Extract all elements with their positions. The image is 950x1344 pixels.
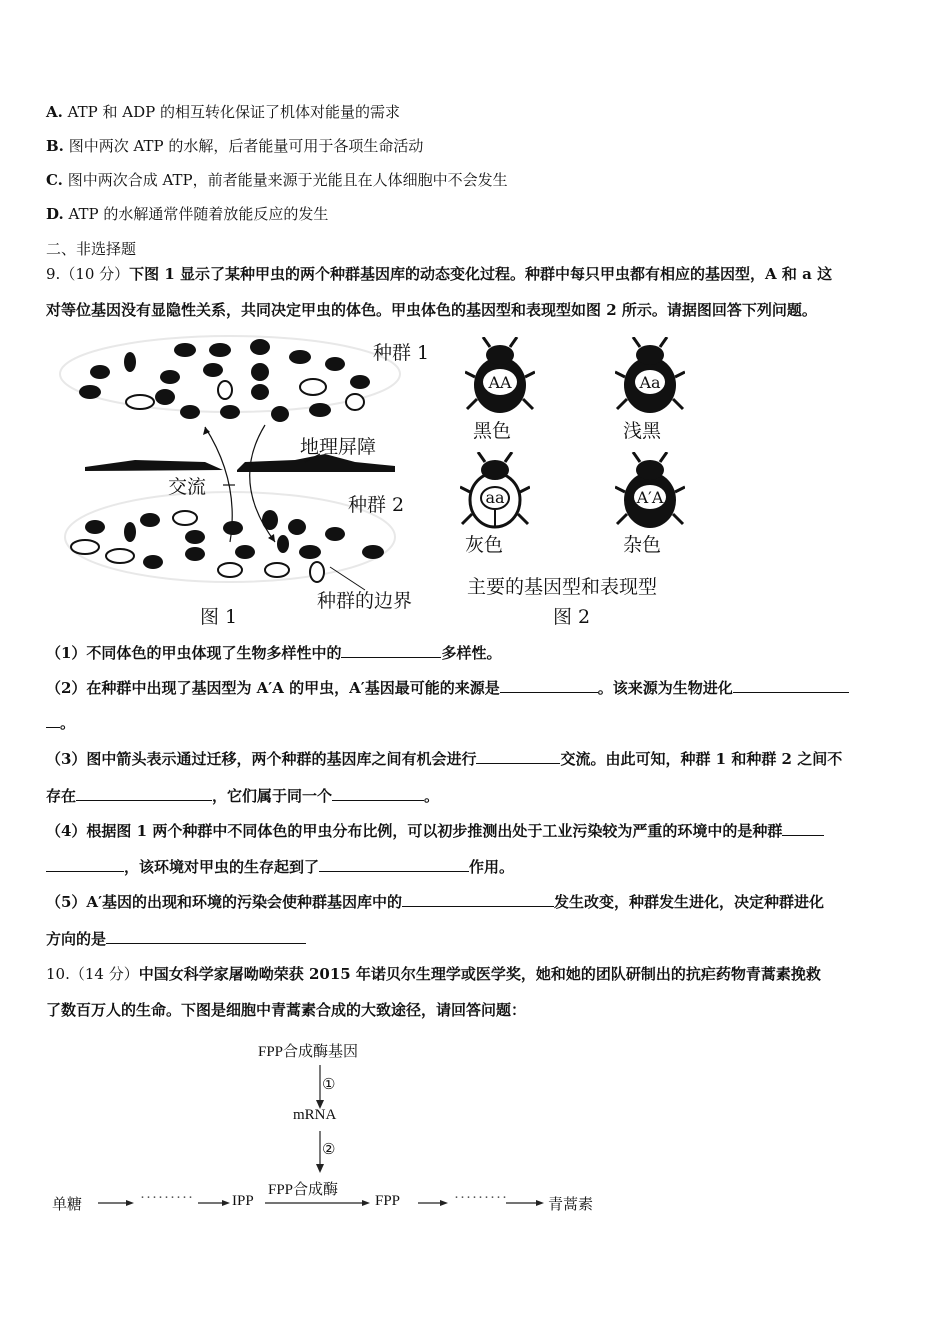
label-fpp: FPP — [375, 1193, 401, 1209]
ellipsis-dots-1: ········· — [140, 1190, 194, 1206]
q9-stem-line2: 对等位基因没有显隐性关系，共同决定甲虫的体色。甲虫体色的基因型和表现型如图 2 所示。请据图回答下列问题。 — [46, 301, 817, 319]
phenotype-gray: 灰色 — [465, 534, 504, 556]
answer-blank[interactable] — [46, 857, 124, 872]
label-geographic-barrier: 地理屏障 — [300, 436, 377, 458]
q9-sub4-cont: ，该环境对甲虫的生存起到了 作用。 — [46, 857, 514, 877]
label-mrna: mRNA — [293, 1107, 337, 1123]
label-fpp-synthase: FPP合成酶 — [268, 1182, 339, 1198]
q9-sub5: （5）A′基因的出现和环境的污染会使种群基因库中的 发生改变，种群发生进化，决定种群进化 — [46, 893, 825, 911]
answer-blank[interactable] — [733, 678, 849, 693]
answer-blank[interactable] — [46, 713, 60, 728]
q10-stem-line2: 了数百万人的生命。下图是细胞中青蒿素合成的大致途径，请回答问题： — [46, 1001, 527, 1019]
genotype-a-prime-a: A′A — [636, 488, 664, 507]
option-b: B. 图中两次 ATP 的水解，后者能量可用于各项生命活动 — [46, 137, 424, 155]
figure-1 — [55, 332, 455, 627]
genotype-aa-mixed: Aa — [639, 373, 661, 392]
population-diagram — [55, 332, 455, 627]
option-d: D. ATP 的水解通常伴随着放能反应的发生 — [46, 205, 329, 223]
q9-sub4: （4）根据图 1 两个种群中不同体色的甲虫分布比例，可以初步推测出处于工业污染较为严重的环境中的是种群 — [46, 821, 824, 841]
figure-2-caption: 图 2 — [553, 606, 591, 628]
answer-blank[interactable] — [76, 786, 212, 801]
ellipsis-dots-2: ········· — [454, 1190, 508, 1206]
step-2-label: ② — [322, 1142, 336, 1158]
figure-1-caption: 图 1 — [200, 606, 238, 628]
q9-sub3: （3）图中箭头表示通过迁移，两个种群的基因库之间有机会进行 交流。由此可知，种群 1 和种群 2 之间不 — [46, 750, 843, 768]
horizontal-arrows — [40, 1193, 620, 1213]
artemisinin-pathway-diagram — [40, 1035, 620, 1225]
answer-blank[interactable] — [402, 892, 554, 907]
q9-stem-line1: 9.（10 分）下图 1 显示了某种甲虫的两个种群基因库的动态变化过程。种群中每只甲虫都有相应的基因型，A 和 a 这 — [46, 265, 833, 283]
phenotype-black: 黑色 — [473, 420, 512, 442]
q9-sub1: （1）不同体色的甲虫体现了生物多样性中的 多样性。 — [46, 644, 502, 662]
option-a: A. ATP 和 ADP 的相互转化保证了机体对能量的需求 — [46, 103, 401, 121]
answer-blank[interactable] — [332, 786, 424, 801]
label-population-boundary: 种群的边界 — [317, 590, 413, 612]
figure-2-subtitle: 主要的基因型和表现型 — [467, 576, 658, 598]
figure-2 — [455, 332, 715, 627]
label-fpp-synthase-gene: FPP合成酶基因 — [258, 1044, 359, 1060]
phenotype-variegated: 杂色 — [623, 534, 662, 556]
label-monosaccharide: 单糖 — [52, 1197, 83, 1213]
q9-sub5-cont: 方向的是 — [46, 929, 306, 949]
q9-sub2-cont: 。 — [46, 713, 75, 733]
section-title: 二、非选择题 — [46, 240, 137, 258]
phenotype-light-black: 浅黑 — [623, 420, 662, 442]
genotype-aa-upper: AA — [488, 373, 512, 392]
step-1-label: ① — [322, 1077, 336, 1093]
q9-sub2: （2）在种群中出现了基因型为 A′A 的甲虫，A′基因最可能的来源是 。该来源为生物进化 — [46, 678, 849, 698]
answer-blank[interactable] — [782, 821, 824, 836]
answer-blank[interactable] — [319, 857, 469, 872]
genotype-aa-lower: aa — [485, 488, 505, 507]
q10-stem-line1: 10.（14 分）中国女科学家屠呦呦荣获 2015 年诺贝尔生理学或医学奖，她和她的团队研制出的抗疟药物青蒿素挽救 — [46, 965, 821, 983]
answer-blank[interactable] — [476, 749, 560, 764]
answer-blank[interactable] — [500, 678, 598, 693]
label-population-1: 种群 1 — [373, 342, 430, 364]
label-exchange: 交流 — [168, 476, 207, 498]
answer-blank[interactable] — [106, 929, 306, 944]
option-c: C. 图中两次合成 ATP，前者能量来源于光能且在人体细胞中不会发生 — [46, 171, 508, 189]
answer-blank[interactable] — [341, 643, 441, 658]
label-ipp: IPP — [232, 1193, 254, 1209]
label-artemisinin: 青蒿素 — [548, 1197, 594, 1213]
q9-sub3-cont: 存在 ，它们属于同一个 。 — [46, 787, 440, 805]
label-population-2: 种群 2 — [348, 494, 405, 516]
